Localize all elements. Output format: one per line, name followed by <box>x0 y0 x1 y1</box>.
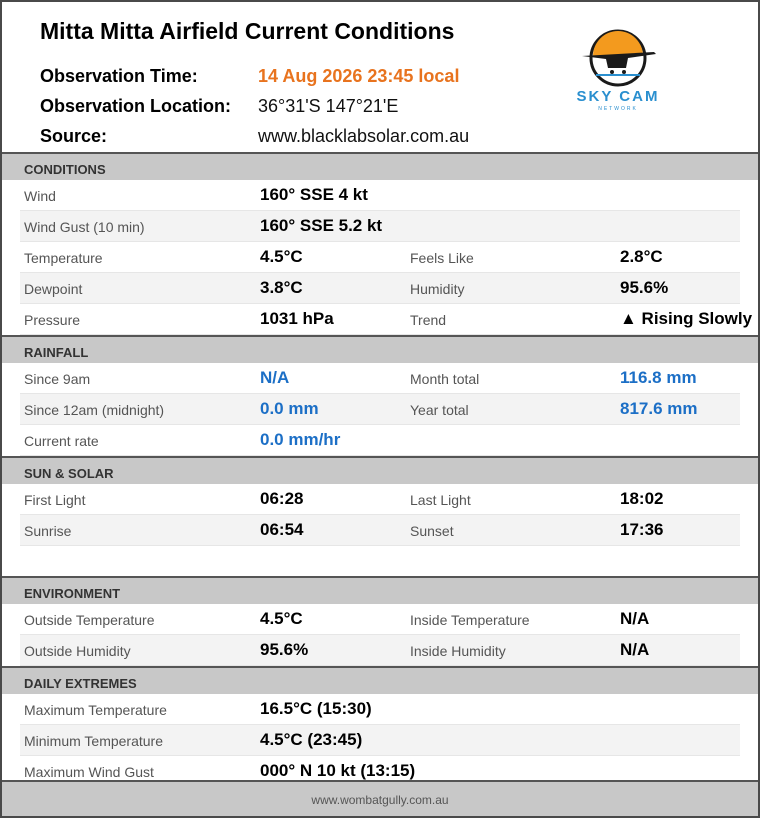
outside-humidity-label: Outside Humidity <box>24 643 131 659</box>
source-label: Source: <box>40 126 108 146</box>
footer-link[interactable]: www.wombatgully.com.au <box>311 793 449 807</box>
row-first-light <box>20 484 740 515</box>
row-outside-temperature <box>20 604 740 635</box>
row-current-rate <box>20 425 740 456</box>
month-total-value: 116.8 mm <box>620 368 697 387</box>
max-wind-gust-label: Maximum Wind Gust <box>24 764 154 780</box>
header <box>2 2 758 152</box>
sunset-label: Sunset <box>410 523 454 539</box>
outside-humidity-value: 95.6% <box>260 640 309 659</box>
min-temperature-label: Minimum Temperature <box>24 733 164 749</box>
section-sun-solar: SUN & SOLAR <box>2 456 758 484</box>
section-conditions: CONDITIONS <box>2 152 758 180</box>
feels-like-label: Feels Like <box>410 250 474 266</box>
observation-time-value: 14 Aug 2026 23:45 local <box>258 66 460 86</box>
temperature-label: Temperature <box>24 250 103 266</box>
year-total-value: 817.6 mm <box>620 399 698 418</box>
section-rainfall: RAINFALL <box>2 335 758 363</box>
trend-value: ▲ Rising Slowly <box>620 309 753 328</box>
footer <box>2 780 758 816</box>
last-light-label: Last Light <box>410 492 471 508</box>
wind-label: Wind <box>24 188 56 204</box>
temperature-value: 4.5°C <box>260 247 303 266</box>
current-rate-value: 0.0 mm/hr <box>260 430 341 449</box>
row-dewpoint <box>20 273 740 304</box>
sky-cam-logo-subtext: NETWORK <box>598 106 638 112</box>
since-9am-label: Since 9am <box>24 371 91 387</box>
dewpoint-value: 3.8°C <box>260 278 303 297</box>
pressure-value: 1031 hPa <box>260 309 334 328</box>
observation-time-label: Observation Time: <box>40 66 198 86</box>
section-daily-extremes: DAILY EXTREMES <box>2 666 758 694</box>
row-min-temperature <box>20 725 740 756</box>
inside-humidity-value: N/A <box>620 640 650 659</box>
wind-value: 160° SSE 4 kt <box>260 185 368 204</box>
sunrise-label: Sunrise <box>24 523 72 539</box>
max-temperature-value: 16.5°C (15:30) <box>260 699 372 718</box>
humidity-value: 95.6% <box>620 278 669 297</box>
first-light-label: First Light <box>24 492 86 508</box>
sky-cam-logo <box>568 26 672 114</box>
sky-cam-logo-icon <box>568 26 668 88</box>
outside-temperature-value: 4.5°C <box>260 609 303 628</box>
since-midnight-label: Since 12am (midnight) <box>24 402 165 418</box>
inside-temperature-value: N/A <box>620 609 650 628</box>
max-temperature-label: Maximum Temperature <box>24 702 167 718</box>
max-wind-gust-value: 000° N 10 kt (13:15) <box>260 761 416 780</box>
page-title: Mitta Mitta Airfield Current Conditions <box>40 18 455 44</box>
section-spacer <box>2 546 758 576</box>
row-wind-gust <box>20 211 740 242</box>
wind-gust-label: Wind Gust (10 min) <box>24 219 145 235</box>
feels-like-value: 2.8°C <box>620 247 663 266</box>
humidity-label: Humidity <box>410 281 465 297</box>
trend-label: Trend <box>410 312 447 328</box>
month-total-label: Month total <box>410 371 480 387</box>
row-since-9am <box>20 363 740 394</box>
year-total-label: Year total <box>410 402 469 418</box>
row-wind <box>20 180 740 211</box>
row-since-midnight <box>20 394 740 425</box>
row-sunrise <box>20 515 740 546</box>
pressure-label: Pressure <box>24 312 81 328</box>
current-rate-label: Current rate <box>24 433 99 449</box>
row-temperature <box>20 242 740 273</box>
min-temperature-value: 4.5°C (23:45) <box>260 730 363 749</box>
observation-location-label: Observation Location: <box>40 96 232 116</box>
row-max-temperature <box>20 694 740 725</box>
sunset-value: 17:36 <box>620 520 664 539</box>
last-light-value: 18:02 <box>620 489 664 508</box>
inside-temperature-label: Inside Temperature <box>410 612 530 628</box>
row-pressure <box>20 304 753 335</box>
sky-cam-logo-text: SKY CAM <box>576 88 660 105</box>
first-light-value: 06:28 <box>260 489 304 508</box>
source-value[interactable]: www.blacklabsolar.com.au <box>258 126 470 146</box>
dewpoint-label: Dewpoint <box>24 281 83 297</box>
since-9am-value: N/A <box>260 368 290 387</box>
observation-location-value: 36°31'S 147°21'E <box>258 96 399 116</box>
section-environment: ENVIRONMENT <box>2 576 758 604</box>
since-midnight-value: 0.0 mm <box>260 399 319 418</box>
sunrise-value: 06:54 <box>260 520 304 539</box>
wind-gust-value: 160° SSE 5.2 kt <box>260 216 383 235</box>
row-outside-humidity <box>20 635 740 666</box>
inside-humidity-label: Inside Humidity <box>410 643 506 659</box>
outside-temperature-label: Outside Temperature <box>24 612 155 628</box>
